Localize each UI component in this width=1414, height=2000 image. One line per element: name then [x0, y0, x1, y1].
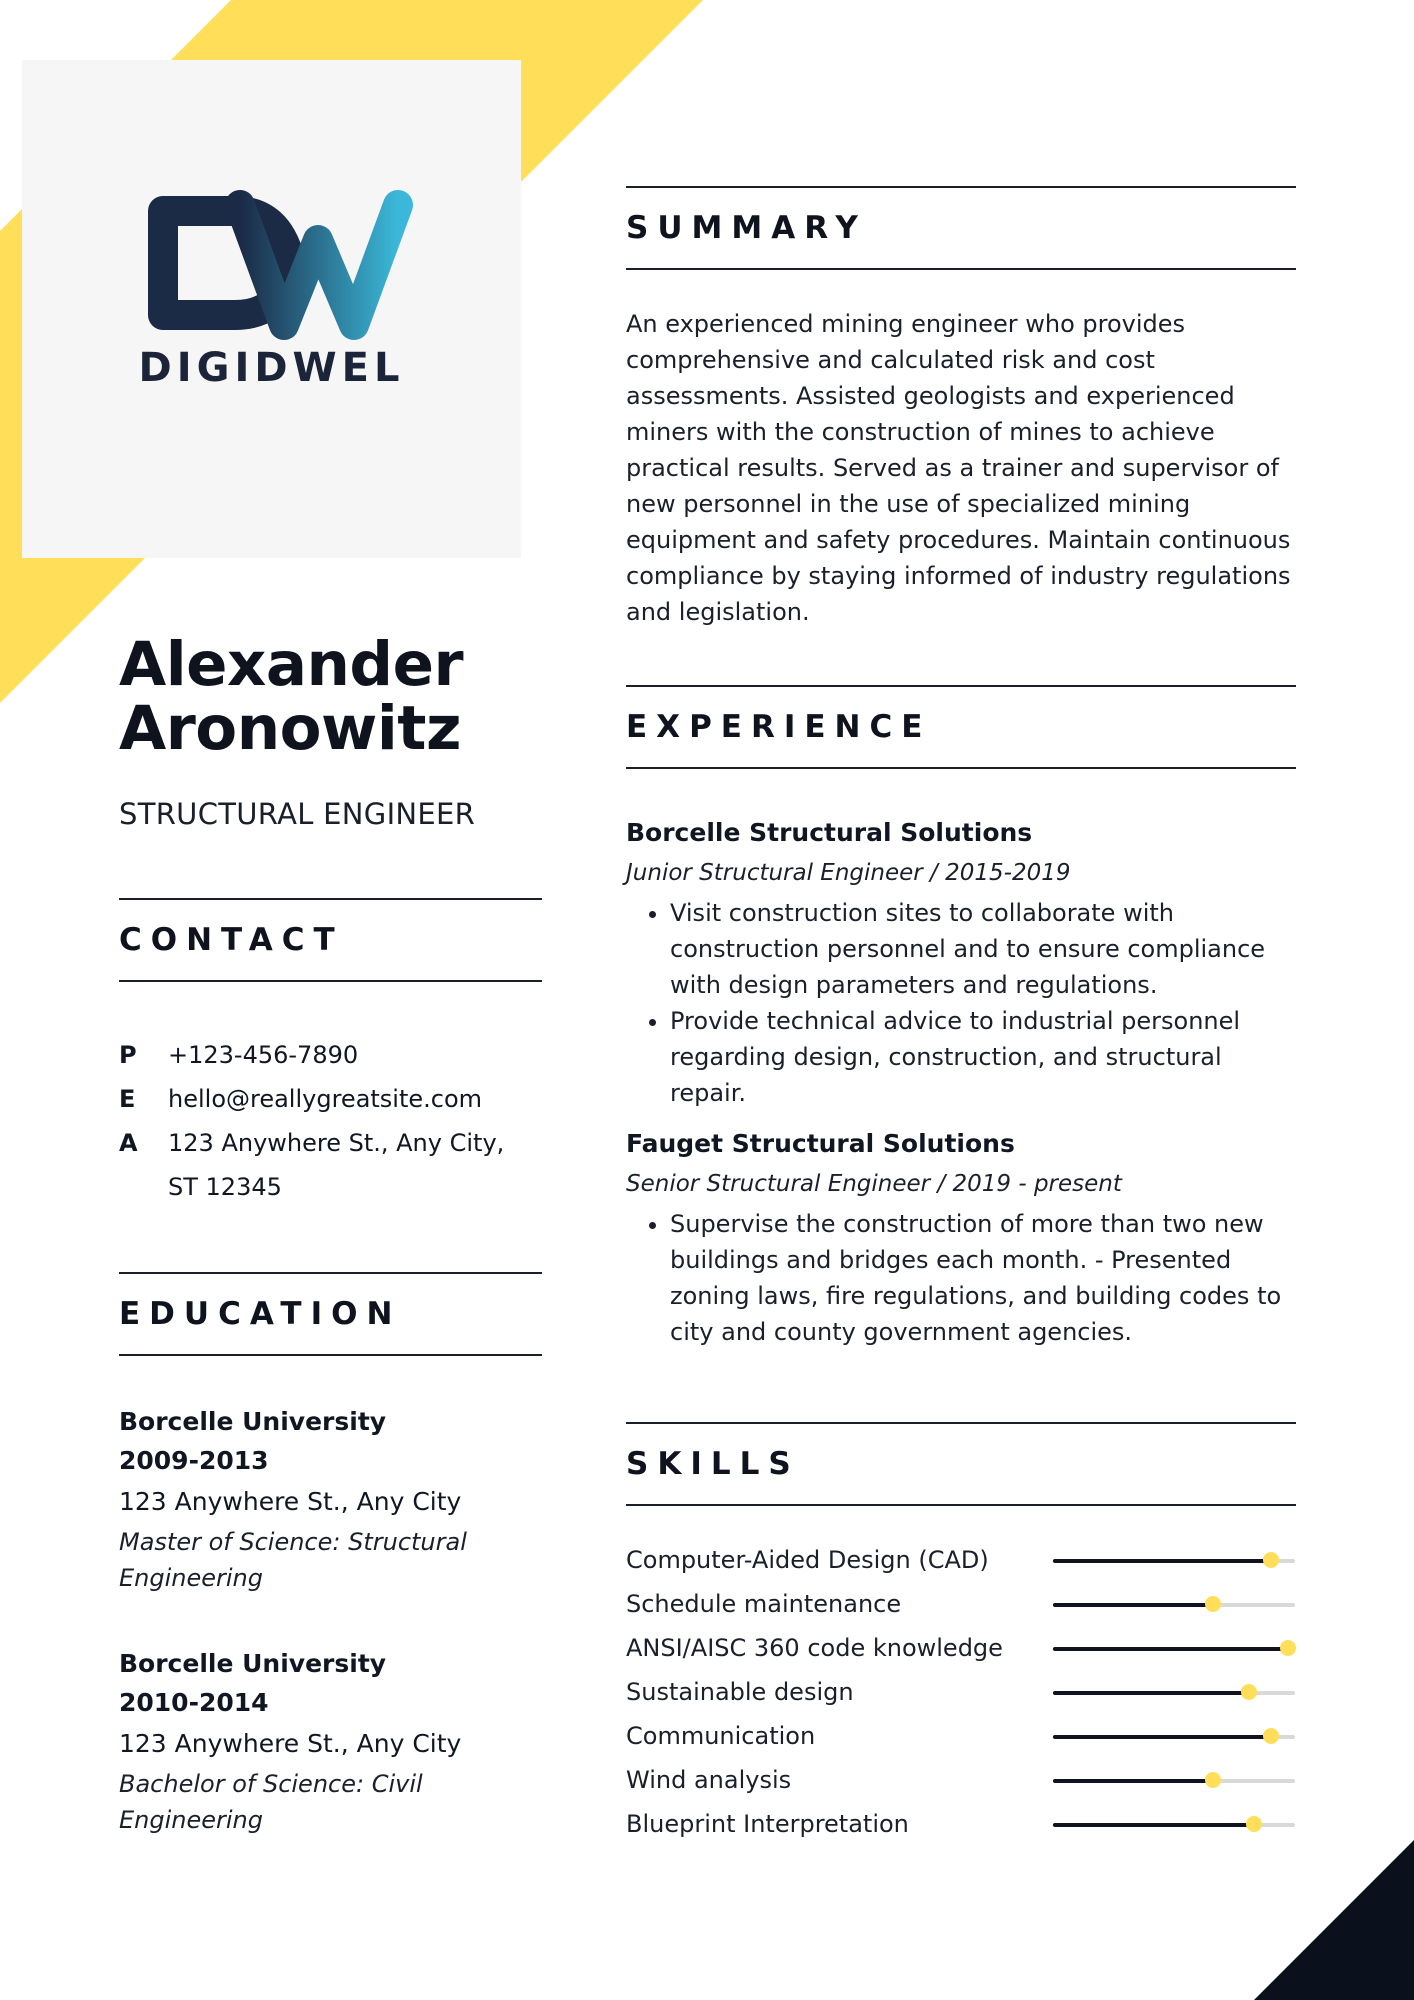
education-address: 123 Anywhere St., Any City — [119, 1487, 462, 1516]
job-bullet: • Visit construction sites to collaborate with construction personnel and to ensure compliance with design parameters and regulations. — [670, 895, 1296, 1003]
summary-text: An experienced mining engineer who provides comprehensive and calculated risk and cost assessments. Assisted geologists and experienced miners with the construction of mines to achieve practical results. Served as a trainer and supervisor of new personnel in the use of specialized mining equipment and safety procedures. Maintain continuous compliance by staying informed of industry regulations and legislation. — [626, 310, 1291, 626]
skills-list — [626, 1540, 1296, 1848]
skill-row — [626, 1760, 1296, 1804]
education-school: Borcelle University — [119, 1649, 387, 1678]
experience-job — [626, 1126, 1296, 1350]
experience-heading — [626, 685, 1296, 769]
skill-level-knob — [1263, 1728, 1279, 1744]
contact-address-line1: 123 Anywhere St., Any City, — [168, 1129, 505, 1157]
skill-label: Blueprint Interpretation — [626, 1810, 909, 1838]
contact-phone-key: P — [119, 1041, 137, 1069]
contact-address-value — [168, 1121, 542, 1209]
skill-level-knob — [1280, 1640, 1296, 1656]
company-logo — [22, 60, 521, 558]
skill-level-fill — [1053, 1779, 1213, 1783]
skill-level-knob — [1263, 1552, 1279, 1568]
education-item — [119, 1402, 542, 1596]
skill-level-bar — [1053, 1647, 1295, 1651]
skill-row — [626, 1804, 1296, 1848]
skill-level-knob — [1241, 1684, 1257, 1700]
contact-phone — [119, 1033, 542, 1077]
summary-heading — [626, 186, 1296, 270]
skill-label: Wind analysis — [626, 1766, 792, 1794]
skill-level-bar — [1053, 1823, 1295, 1827]
skill-row — [626, 1540, 1296, 1584]
education-years: 2010-2014 — [119, 1688, 269, 1717]
name-first: Alexander — [119, 629, 464, 700]
skill-row — [626, 1628, 1296, 1672]
job-company: Fauget Structural Solutions — [626, 1129, 1015, 1158]
contact-address-key: A — [119, 1129, 138, 1157]
education-heading — [119, 1272, 542, 1356]
education-school: Borcelle University — [119, 1407, 387, 1436]
candidate-name — [119, 629, 542, 764]
job-bullet: • Supervise the construction of more than two new buildings and bridges each month. - Presented zoning laws, fire regulations, and building codes to city and county government agencies. — [670, 1206, 1296, 1350]
contact-heading — [119, 898, 542, 982]
job-company: Borcelle Structural Solutions — [626, 818, 1033, 847]
skill-level-fill — [1053, 1823, 1254, 1827]
job-bullets — [626, 1206, 1296, 1350]
education-address: 123 Anywhere St., Any City — [119, 1729, 462, 1758]
skill-level-fill — [1053, 1603, 1213, 1607]
contact-heading-text: CONTACT — [119, 922, 344, 958]
skill-level-fill — [1053, 1735, 1271, 1739]
skill-level-knob — [1205, 1772, 1221, 1788]
navy-corner-triangle — [1254, 1840, 1414, 2000]
skill-row — [626, 1672, 1296, 1716]
experience-job — [626, 815, 1296, 1111]
skills-heading-text: SKILLS — [626, 1446, 800, 1482]
education-heading-text: EDUCATION — [119, 1296, 402, 1332]
skill-row — [626, 1716, 1296, 1760]
name-last: Aronowitz — [119, 693, 461, 764]
contact-email — [119, 1077, 542, 1121]
skill-row — [626, 1584, 1296, 1628]
logo-wordmark: DIGIDWEL — [138, 345, 405, 391]
skill-level-bar — [1053, 1691, 1295, 1695]
skill-level-bar — [1053, 1559, 1295, 1563]
skill-level-fill — [1053, 1559, 1271, 1563]
skill-level-knob — [1246, 1816, 1262, 1832]
skill-label: Computer-Aided Design (CAD) — [626, 1546, 989, 1574]
contact-email-key: E — [119, 1085, 136, 1113]
contact-phone-value: +123-456-7890 — [168, 1041, 359, 1069]
skill-label: Sustainable design — [626, 1678, 854, 1706]
education-item — [119, 1644, 542, 1838]
job-role: Senior Structural Engineer / 2019 - present — [626, 1171, 1122, 1197]
education-degree: Master of Science: Structural Engineering — [119, 1528, 467, 1592]
job-bullets — [626, 895, 1296, 1111]
skill-level-fill — [1053, 1691, 1249, 1695]
skill-level-bar — [1053, 1779, 1295, 1783]
education-years: 2009-2013 — [119, 1446, 269, 1475]
skill-level-bar — [1053, 1735, 1295, 1739]
contact-list — [119, 1033, 542, 1209]
education-degree: Bachelor of Science: Civil Engineering — [119, 1770, 423, 1834]
skill-label: Communication — [626, 1722, 816, 1750]
skill-label: Schedule maintenance — [626, 1590, 902, 1618]
contact-address — [119, 1121, 542, 1209]
job-role: Junior Structural Engineer / 2015-2019 — [626, 860, 1071, 886]
skills-heading — [626, 1422, 1296, 1506]
skill-label: ANSI/AISC 360 code knowledge — [626, 1634, 1003, 1662]
skill-level-knob — [1205, 1596, 1221, 1612]
experience-heading-text: EXPERIENCE — [626, 709, 932, 745]
contact-email-value: hello@reallygreatsite.com — [168, 1085, 483, 1113]
job-bullet: • Provide technical advice to industrial personnel regarding design, construction, and structural repair. — [670, 1003, 1296, 1111]
summary-heading-text: SUMMARY — [626, 210, 867, 246]
skill-level-fill — [1053, 1647, 1288, 1651]
candidate-title: STRUCTURAL ENGINEER — [119, 797, 476, 831]
contact-address-line2: ST 12345 — [168, 1173, 282, 1201]
dw-monogram-icon — [22, 60, 521, 558]
skill-level-bar — [1053, 1603, 1295, 1607]
